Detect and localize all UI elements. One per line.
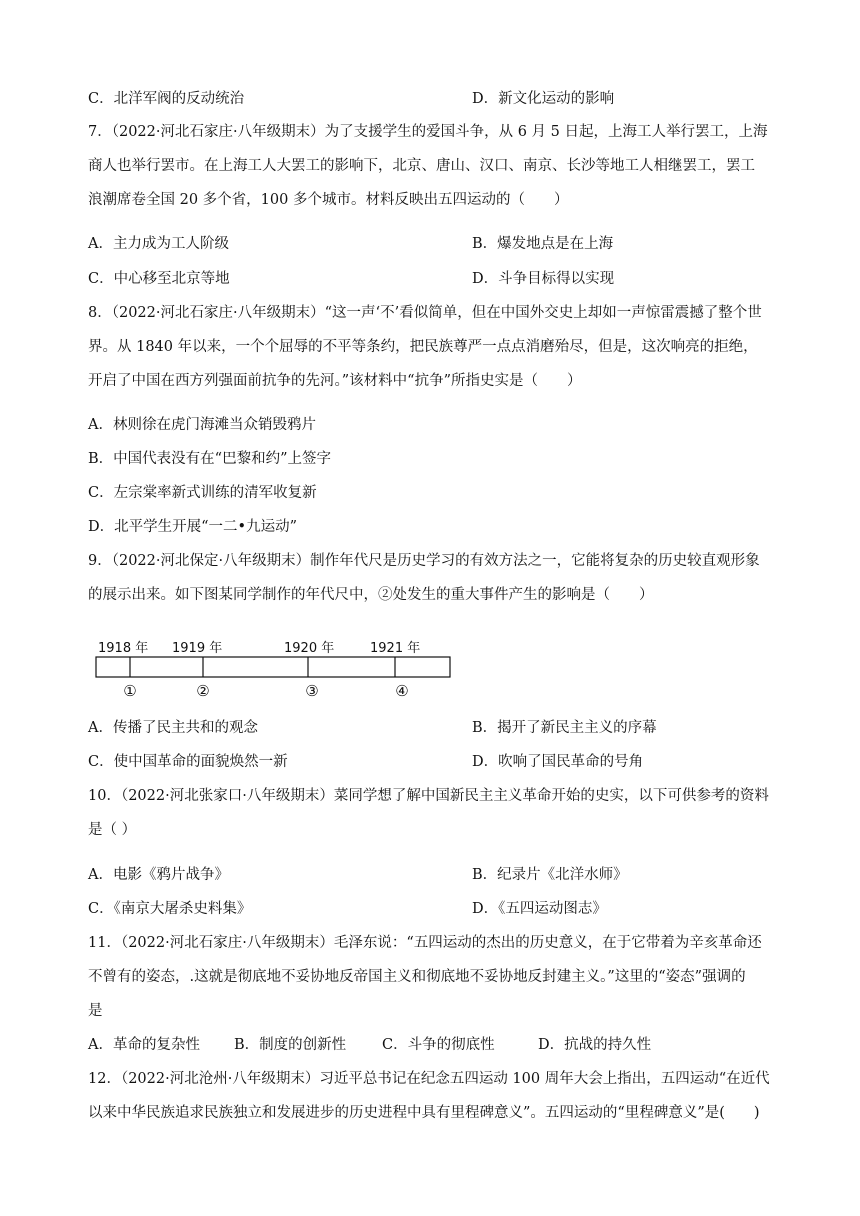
question-10-options-cd: [88, 899, 607, 919]
option-c: C．斗争的彻底性: [382, 1037, 495, 1053]
question-8-stem-line2: 界。从 1840 年以来，一个个屈辱的不平等条约，把民族尊严一点点消磨殆尽，但是，这次响亮的拒绝，: [88, 339, 758, 355]
question-9-stem-line2: 的展示出来。如下图某同学制作的年代尺中，②处发生的重大事件产生的影响是（ ）: [88, 587, 654, 603]
question-8-stem-line1: 8．（2022·河北石家庄·八年级期末）“这一声‘不’看似简单，但在中国外交史上却如一声惊雷震撼了整个世: [88, 305, 762, 321]
timeline-bar: [96, 657, 450, 677]
timeline-year-1920: 1920 年: [284, 641, 335, 656]
option-b: B．制度的创新性: [234, 1037, 347, 1053]
question-10-options-ab: [88, 865, 628, 885]
question-7-stem-line3: 浪潮席卷全国 20 多个省，100 多个城市。材料反映出五四运动的（ ）: [88, 192, 569, 208]
option-b: B．爆发地点是在上海: [472, 236, 614, 252]
question-7-stem-line2: 商人也举行罢市。在上海工人大罢工的影响下，北京、唐山、汉口、南京、长沙等地工人相继罢工，罢工: [88, 158, 755, 174]
timeline-mark-2: ②: [196, 682, 210, 700]
question-7-options-cd: [88, 269, 615, 289]
option-a: A．传播了民主共和的观念: [88, 720, 258, 736]
option-d: D．抗战的持久性: [538, 1037, 652, 1053]
option-d: D．吹响了国民革命的号角: [472, 754, 644, 770]
question-7-stem-line1: 7．（2022·河北石家庄·八年级期末）为了支援学生的爱国斗争，从 6 月 5 日起，上海工人举行罢工，上海: [88, 124, 768, 140]
question-9-options-ab: [88, 718, 657, 738]
option-d: D．新文化运动的影响: [472, 91, 615, 107]
timeline-year-1921: 1921 年: [370, 641, 421, 656]
option-d: D．斗争目标得以实现: [472, 271, 615, 287]
question-10-stem-line2: 是（ ）: [88, 822, 137, 838]
timeline-mark-1: ①: [123, 682, 137, 700]
timeline-year-1918: 1918 年: [98, 641, 149, 656]
question-12-stem-line2: 以来中华民族追求民族独立和发展进步的历史进程中具有里程碑意义”。五四运动的“里程碑意义”是( ): [88, 1105, 760, 1121]
question-11-stem-line1: 11．（2022·河北石家庄·八年级期末）毛泽东说：“五四运动的杰出的历史意义，在于它带着为辛亥革命还: [88, 935, 762, 951]
question-11-options: [88, 1035, 651, 1055]
question-6-options: [88, 89, 615, 109]
option-b: B．揭开了新民主主义的序幕: [472, 720, 657, 736]
question-9-stem-line1: 9．（2022·河北保定·八年级期末）制作年代尺是历史学习的有效方法之一，它能将复杂的历史较直观形象: [88, 553, 760, 569]
option-d: D．《五四运动图志》: [472, 901, 607, 917]
option-a: A．电影《鸦片战争》: [88, 867, 229, 883]
option-c: C．《南京大屠杀史料集》: [88, 901, 252, 917]
question-10-stem-line1: 10．（2022·河北张家口·八年级期末）菜同学想了解中国新民主主义革命开始的史实，以下可供参考的资料: [88, 788, 769, 804]
question-11-stem-line3: 是: [88, 1003, 103, 1019]
question-8-option-c: C．左宗棠率新式训练的清军收复新: [88, 485, 317, 501]
timeline-ruler: [94, 636, 454, 700]
question-8-option-b: B．中国代表没有在“巴黎和约”上签字: [88, 451, 331, 467]
option-a: A．主力成为工人阶级: [88, 236, 229, 252]
question-11-stem-line2: 不曾有的姿态，.这就是彻底地不妥协地反帝国主义和彻底地不妥协地反封建主义。”这里的“姿态”强调的: [88, 969, 746, 985]
timeline-mark-4: ④: [395, 682, 409, 700]
question-9-options-cd: [88, 752, 644, 772]
option-c: C．中心移至北京等地: [88, 271, 230, 287]
question-8-stem-line3: 开启了中国在西方列强面前抗争的先河。”该材料中“抗争”所指史实是（ ）: [88, 373, 582, 389]
question-7-options-ab: [88, 234, 614, 254]
option-c: C．北洋军阀的反动统治: [88, 91, 245, 107]
option-c: C．使中国革命的面貌焕然一新: [88, 754, 288, 770]
question-8-option-d: D．北平学生开展“一二•九运动”: [88, 519, 298, 535]
question-12-stem-line1: 12．（2022·河北沧州·八年级期末）习近平总书记在纪念五四运动 100 周年大会上指出，五四运动“在近代: [88, 1071, 770, 1087]
option-b: B．纪录片《北洋水师》: [472, 867, 628, 883]
question-8-option-a: A．林则徐在虎门海滩当众销毁鸦片: [88, 417, 316, 433]
option-a: A．革命的复杂性: [88, 1037, 200, 1053]
timeline-mark-3: ③: [305, 682, 319, 700]
timeline-year-1919: 1919 年: [172, 641, 223, 656]
